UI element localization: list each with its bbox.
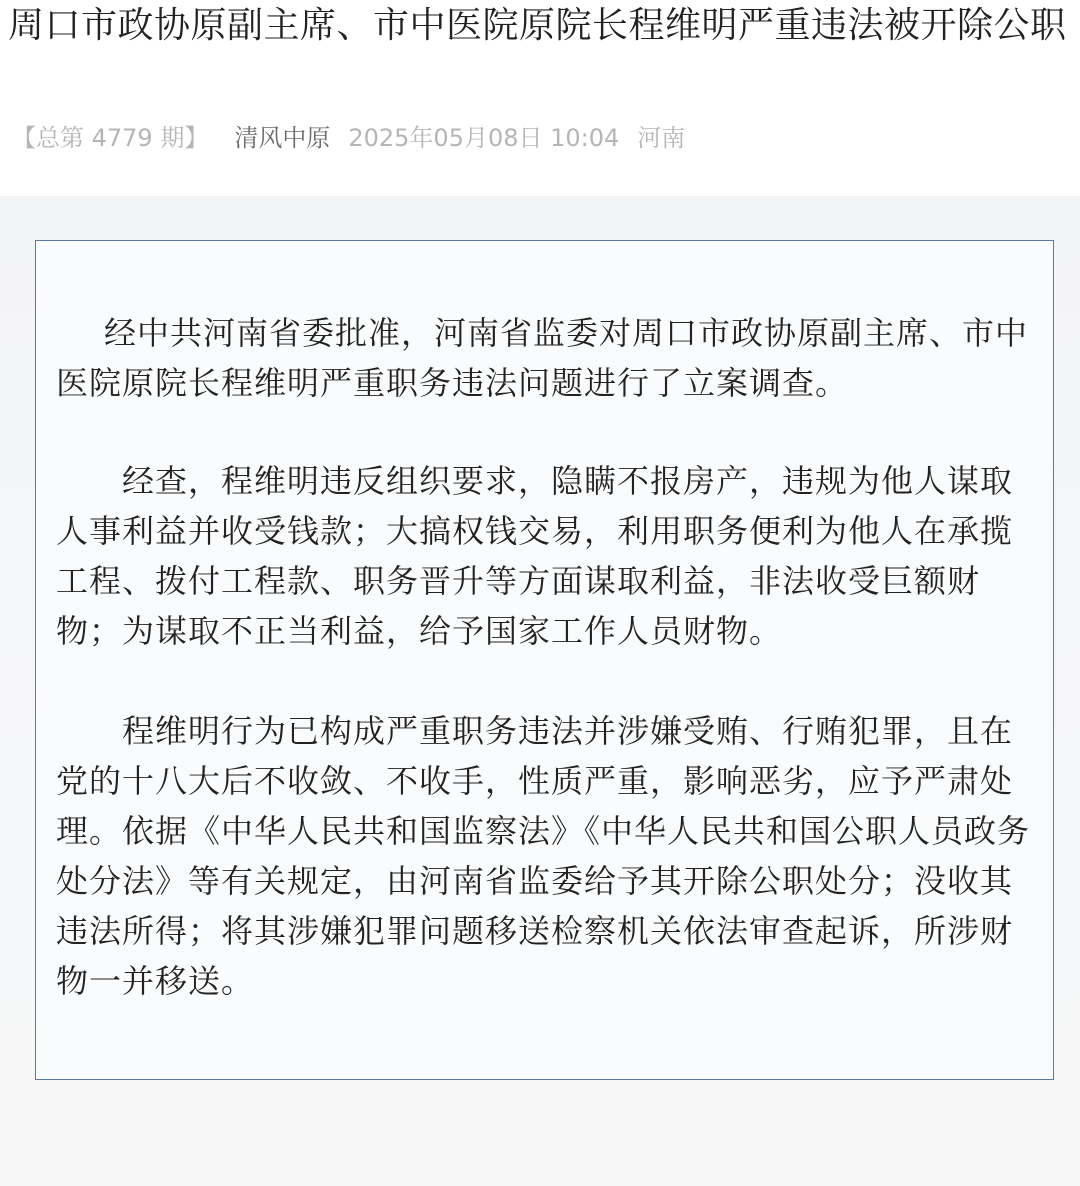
region-label: 河南: [637, 124, 686, 152]
article-paragraph: 经查，程维明违反组织要求，隐瞒不报房产，违规为他人谋取人事利益并收受钱款；大搞权钱交易，利用职务便利为他人在承揽工程、拨付工程款、职务晋升等方面谋取利益，非法收受巨额财物；为谋取不正当利益，给予国家工作人员财物。: [56, 462, 1014, 650]
article-paragraph: 经中共河南省委批准，河南省监委对周口市政协原副主席、市中医院原院长程维明严重职务违法问题进行了立案调查。: [56, 314, 1029, 402]
article-title: 周口市政协原副主席、市中医院原院长程维明严重违法被开除公职: [8, 5, 1067, 46]
publish-date: 2025年05月08日 10:04: [348, 124, 620, 152]
article-meta: [12, 120, 685, 156]
source-name[interactable]: 清风中原: [234, 124, 331, 152]
article-paragraph: 程维明行为已构成严重职务违法并涉嫌受贿、行贿犯罪，且在党的十八大后不收敛、不收手，性质严重，影响恶劣，应予严肃处理。依据《中华人民共和国监察法》《中华人民共和国公职人员政务处分法》等有关规定，由河南省监委给予其开除公职处分；没收其违法所得；将其涉嫌犯罪问题移送检察机关依法审查起诉，所涉财物一并移送。: [56, 712, 1031, 1000]
issue-number: 【总第 4779 期】: [12, 124, 209, 152]
